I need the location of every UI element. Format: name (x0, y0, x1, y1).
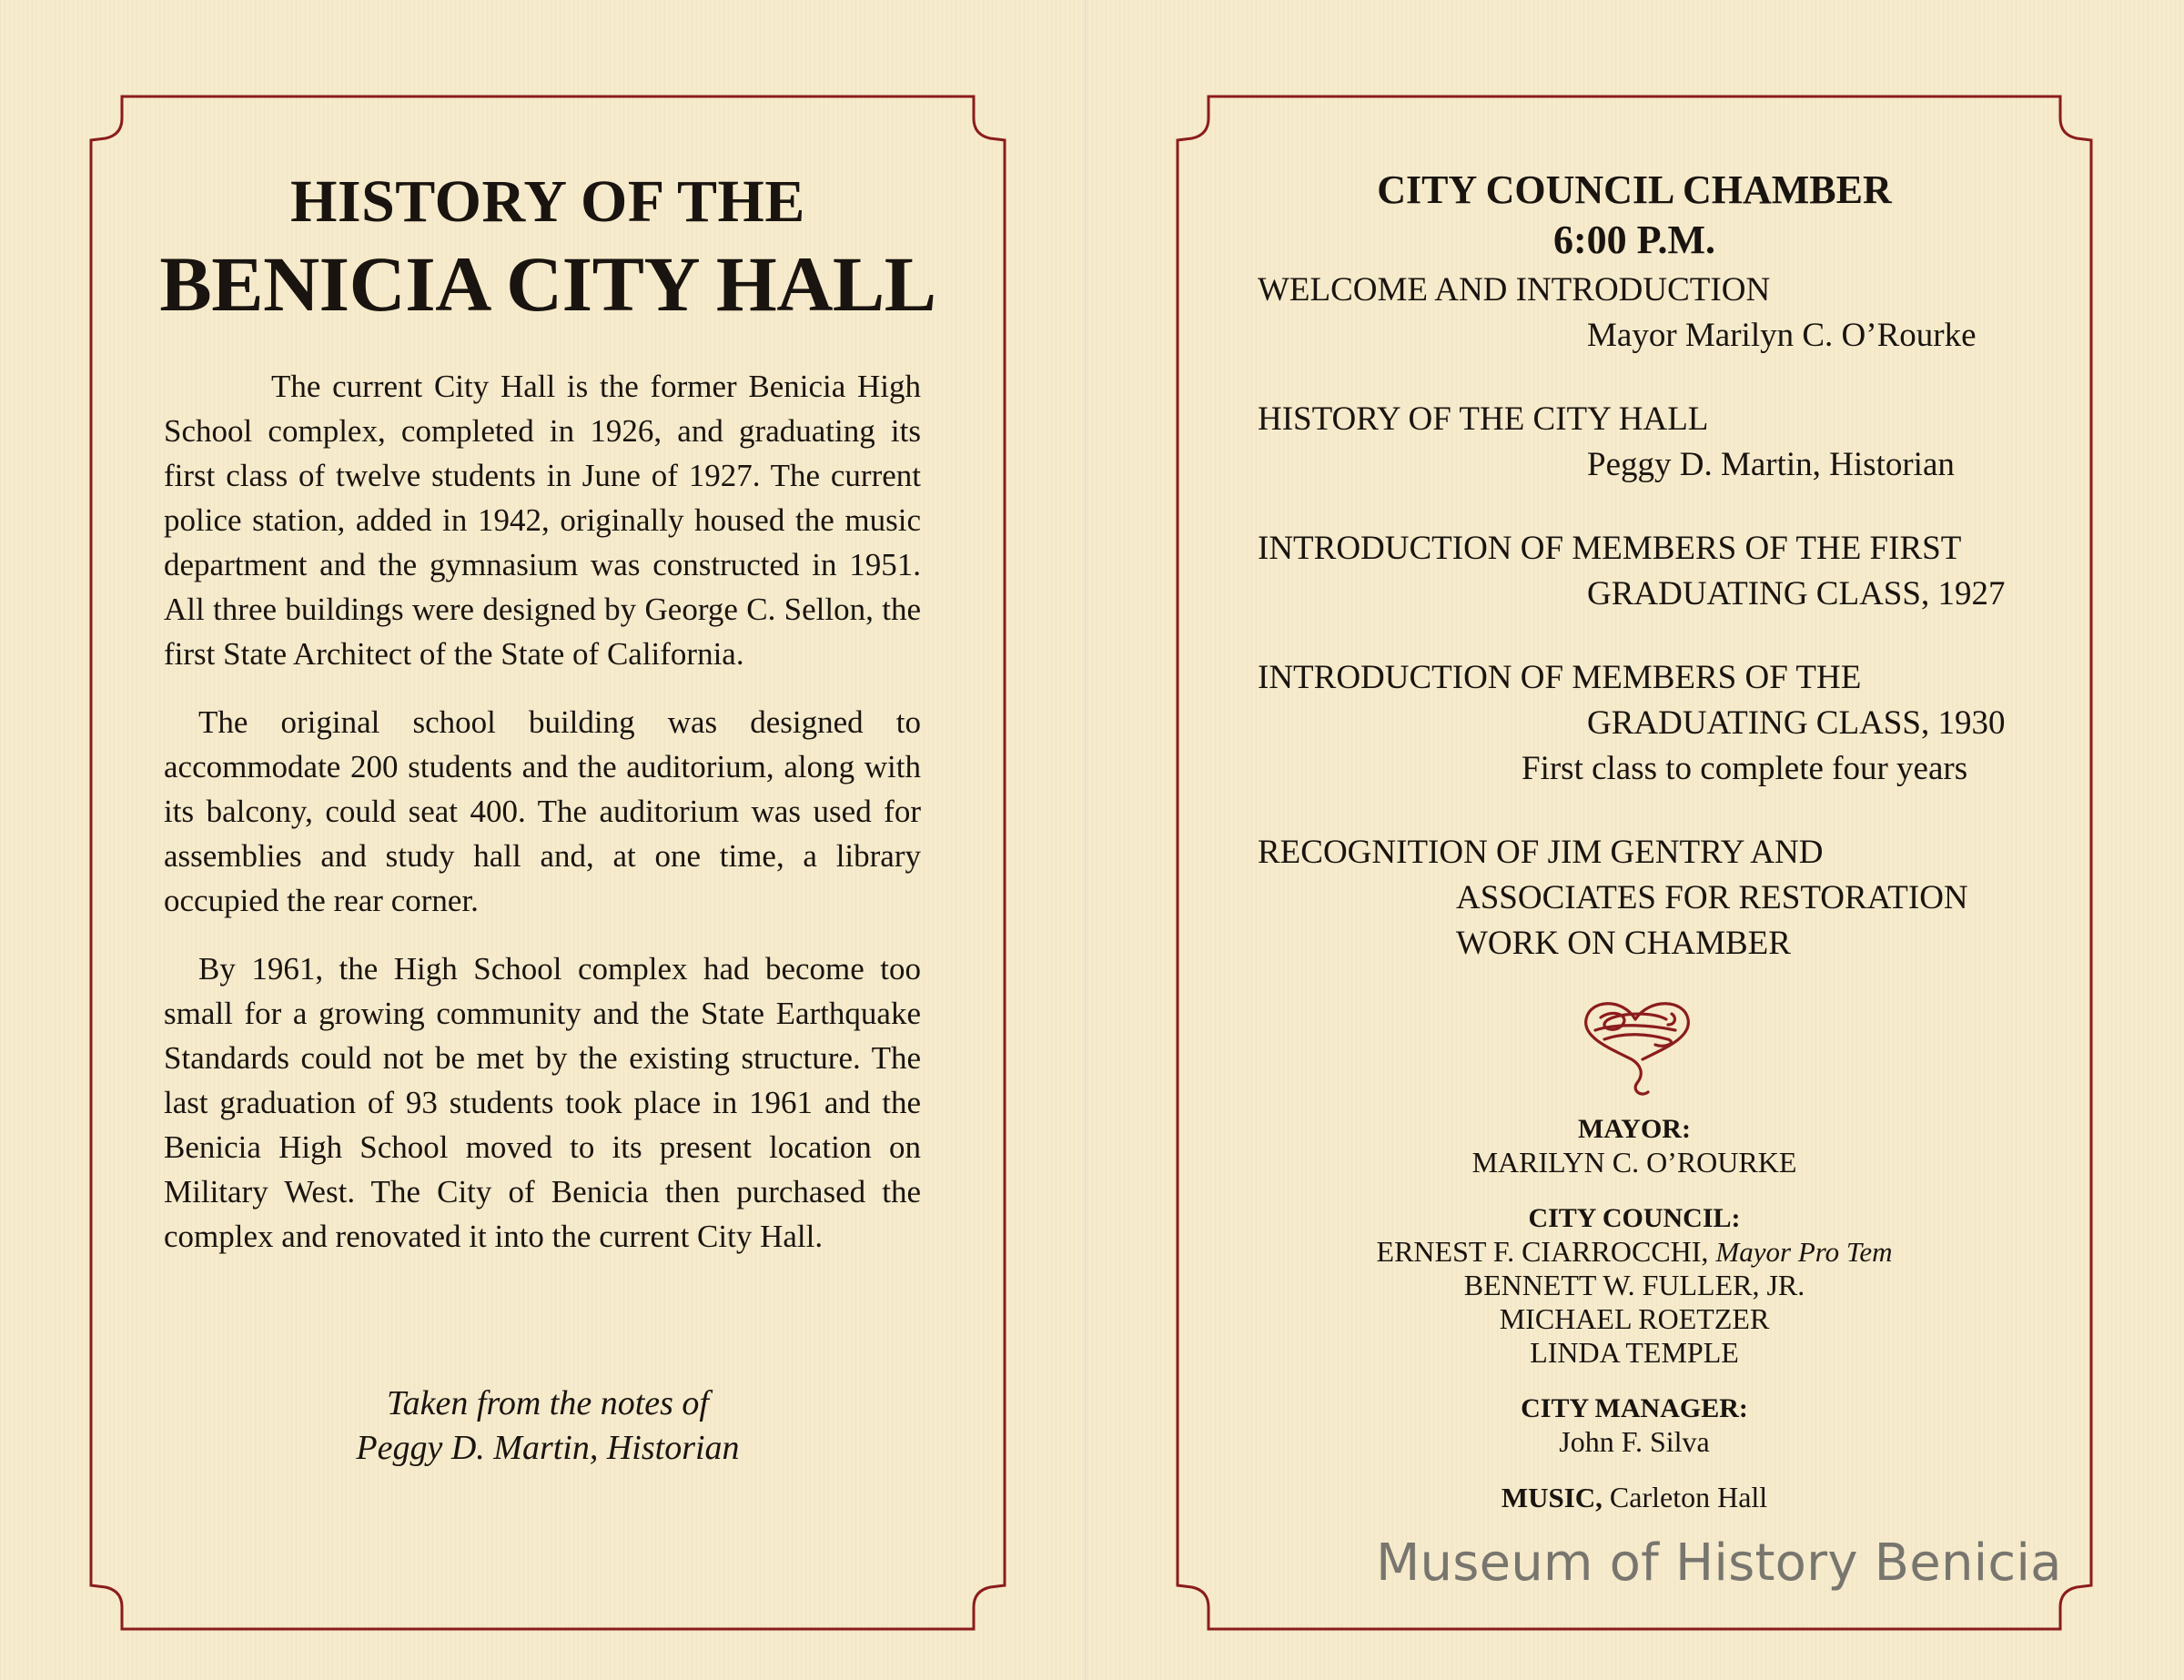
attribution-line-2: Peggy D. Martin, Historian (356, 1429, 740, 1467)
program-item-detail: ASSOCIATES FOR RESTORATION (1456, 879, 1968, 916)
council-member-1-line (1172, 1235, 2097, 1269)
history-title-line-2: BENICIA CITY HALL (159, 240, 936, 328)
council-member-3: MICHAEL ROETZER (1499, 1302, 1770, 1335)
center-fold (1085, 0, 1087, 1680)
program-item (1258, 655, 2040, 792)
history-body (164, 364, 921, 1282)
council-member-1: ERNEST F. CIARROCCHI, (1376, 1235, 1709, 1268)
program-time: 6:00 P.M. (1552, 218, 1716, 262)
program-item-title: INTRODUCTION OF MEMBERS OF THE FIRST (1258, 530, 1962, 567)
program-item-title: WELCOME AND INTRODUCTION (1258, 271, 1771, 309)
manager-group (1172, 1392, 2097, 1459)
music-name: Carleton Hall (1609, 1481, 1768, 1513)
program-item-note: First class to complete four years (1522, 750, 1968, 787)
program-item-detail: GRADUATING CLASS, 1930 (1587, 704, 2006, 742)
mayor-group (1172, 1112, 2097, 1179)
history-title-line-1: HISTORY OF THE (290, 168, 805, 235)
music-label: MUSIC, (1501, 1482, 1603, 1513)
council-member-1-title: Mayor Pro Tem (1715, 1236, 1893, 1268)
program-list (1258, 268, 2040, 1005)
council-label: CITY COUNCIL: (1528, 1203, 1741, 1233)
attribution-line-1: Taken from the notes of (387, 1384, 709, 1422)
program-venue: CITY COUNCIL CHAMBER (1377, 167, 1892, 212)
program-item-title: HISTORY OF THE CITY HALL (1258, 400, 1709, 438)
officials-list (1172, 1112, 2097, 1536)
flourish-heart-icon (1577, 992, 1695, 1106)
program-item-detail: GRADUATING CLASS, 1927 (1587, 575, 2006, 612)
program-item-detail: Peggy D. Martin, Historian (1587, 446, 1955, 483)
program-item-detail: WORK ON CHAMBER (1456, 925, 1791, 962)
mayor-name: MARILYN C. O’ROURKE (1471, 1146, 1797, 1179)
museum-watermark: Museum of History Benicia (1376, 1533, 2062, 1593)
music-group (1172, 1481, 2097, 1514)
program-item (1258, 526, 2040, 617)
history-paragraph-3: By 1961, the High School complex had become too small for a growing community and the State Earthquake Standards could not be met by the existing structure. The last graduation of 93 students took place in 1961 and the Benicia High School moved to its present location on Military West. The City of Benicia then purchased the complex and renovated it into the current City Hall. (164, 951, 921, 1254)
manager-label: CITY MANAGER: (1521, 1393, 1748, 1423)
flourish-heart-svg (1577, 992, 1695, 1101)
program-item-title: INTRODUCTION OF MEMBERS OF THE (1258, 659, 1862, 696)
program-item (1258, 397, 2040, 488)
manager-name: John F. Silva (1559, 1425, 1710, 1458)
council-member-2: BENNETT W. FULLER, JR. (1463, 1269, 1805, 1301)
program-item-detail: Mayor Marilyn C. O’Rourke (1587, 317, 1977, 354)
council-member-4: LINDA TEMPLE (1530, 1336, 1739, 1369)
program-item (1258, 268, 2040, 359)
program-item-title: RECOGNITION OF JIM GENTRY AND (1258, 834, 1824, 871)
program-item (1258, 830, 2040, 967)
history-paragraph-1: The current City Hall is the former Benicia High School complex, completed in 1926, and graduating its first class of twelve students in June of 1927. The current police station, added in 1942, originally housed the music department and the gymnasium was constructed in 1951. All three buildings were designed by George C. Sellon, the first State Architect of the State of California. (164, 369, 921, 672)
history-attribution (86, 1381, 1010, 1471)
mayor-label: MAYOR: (1578, 1114, 1691, 1144)
music-line (1172, 1481, 2097, 1514)
council-group (1172, 1201, 2097, 1370)
history-paragraph-2: The original school building was designed to accommodate 200 students and the auditorium, along with its balcony, could seat 400. The auditorium was used for assemblies and study hall and, at one time, a library occupied the rear corner. (164, 704, 921, 918)
